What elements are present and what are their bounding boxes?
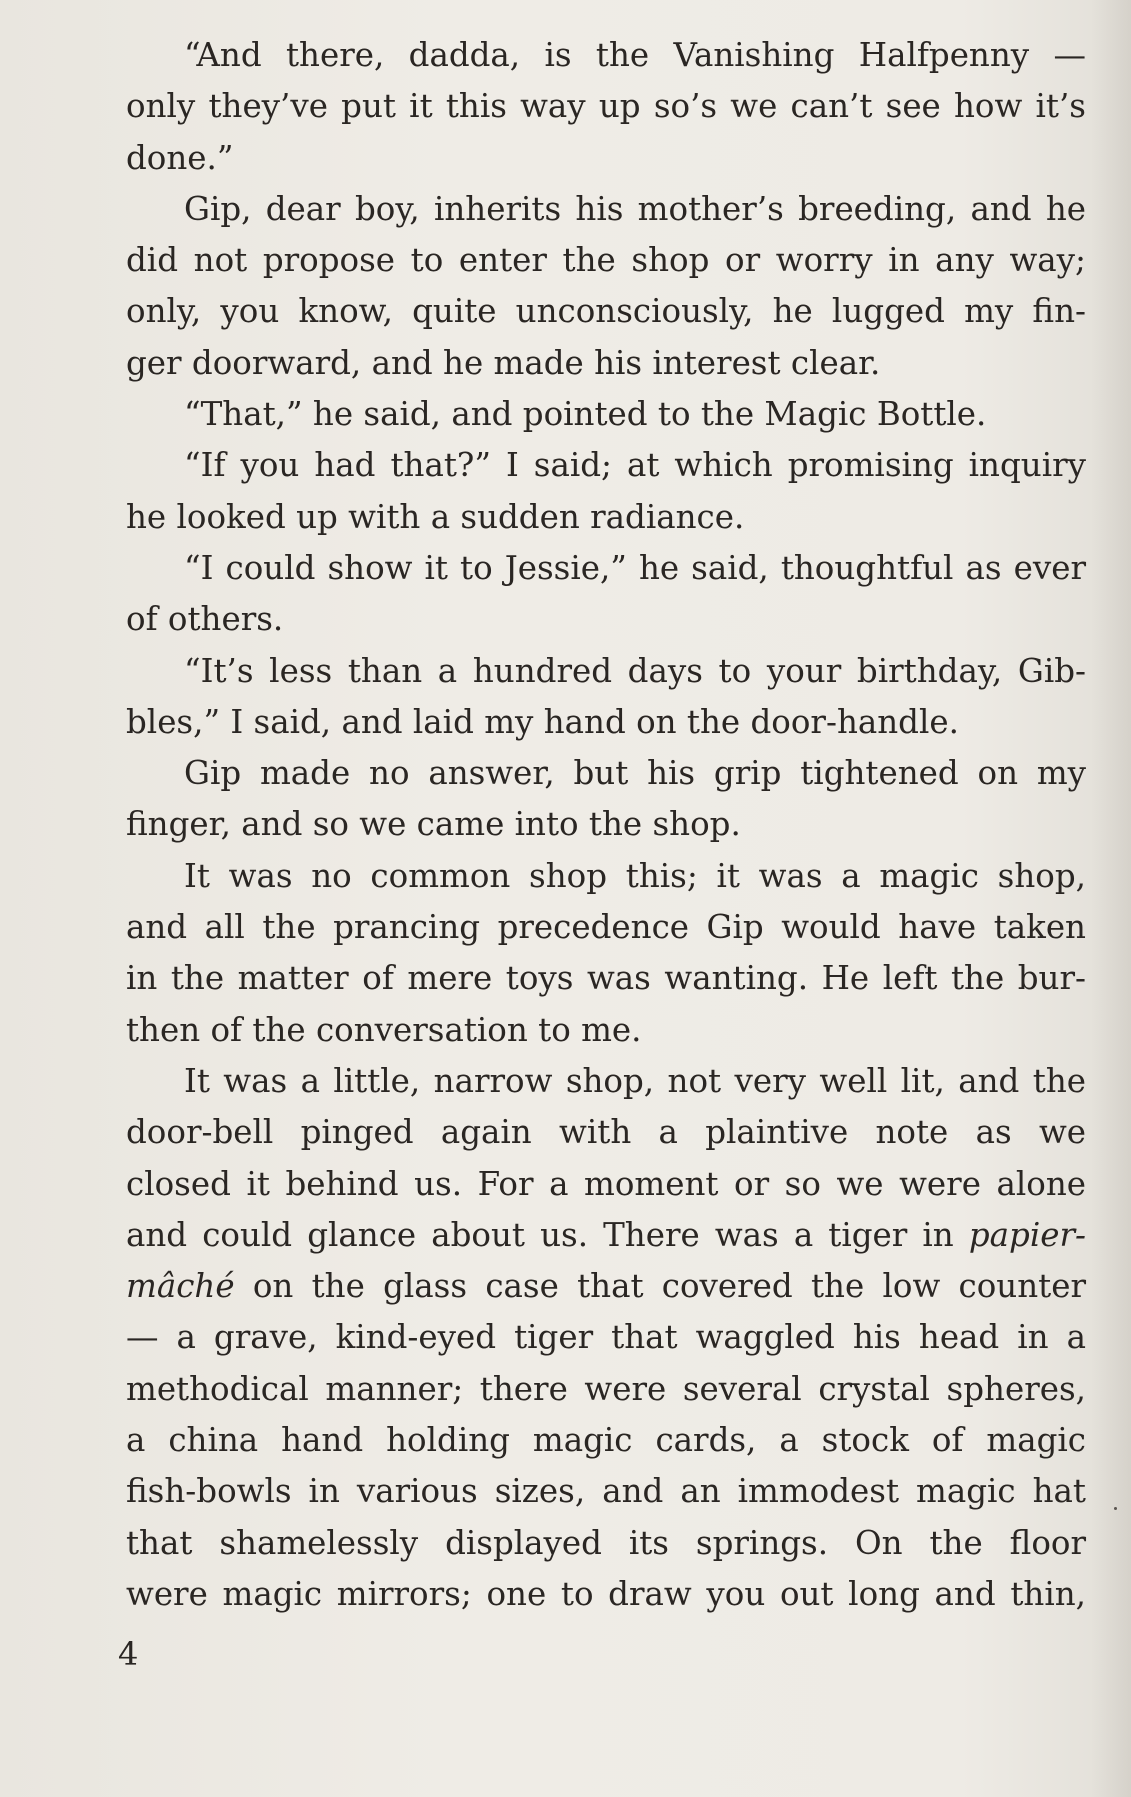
text-line: — a grave, kind-eyed tiger that waggled his head in a [126, 1318, 1086, 1357]
text-line: Gip made no answer, but his grip tightened on my [184, 754, 1086, 793]
text-line: done.” [126, 138, 234, 177]
page-edge-shadow [1091, 0, 1131, 1797]
page-number: 4 [118, 1635, 139, 1673]
text-line-with-italic [126, 1210, 1086, 1261]
text-line: “It’s less than a hundred days to your birthday, Gib- [184, 651, 1086, 690]
text-line: did not propose to enter the shop or worry in any way; [126, 241, 1086, 280]
text-line: “I could show it to Jessie,” he said, thoughtful as ever [184, 548, 1086, 587]
text-line: It was a little, narrow shop, not very well lit, and the [184, 1061, 1086, 1100]
text-segment: on the glass case that covered the low counter [252, 1267, 1086, 1306]
text-line: only they’ve put it this way up so’s we can’t see how it’s [126, 87, 1086, 126]
text-line: that shamelessly displayed its springs. On the floor [126, 1523, 1086, 1562]
text-line: fish-bowls in various sizes, and an immodest magic hat [126, 1472, 1086, 1511]
text-line: closed it behind us. For a moment or so we were alone [126, 1164, 1086, 1203]
text-line: he looked up with a sudden radiance. [126, 497, 745, 536]
text-line: of others. [126, 600, 284, 639]
text-line: Gip, dear boy, inherits his mother’s breeding, and he [184, 189, 1086, 228]
text-line: door-bell pinged again with a plaintive note as we [126, 1113, 1086, 1152]
text-line: a china hand holding magic cards, a stock of magic [126, 1421, 1086, 1460]
text-line-with-italic [126, 1261, 1086, 1312]
text-line: in the matter of mere toys was wanting. He left the bur- [126, 959, 1086, 998]
text-line: only, you know, quite unconsciously, he lugged my fin- [126, 292, 1086, 331]
text-line: “And there, dadda, is the Vanishing Halfpenny — [184, 36, 1086, 74]
text-line: It was no common shop this; it was a magic shop, [184, 856, 1086, 895]
text-line: “If you had that?” I said; at which promising inquiry [184, 446, 1086, 485]
text-line: “That,” he said, and pointed to the Magic Bottle. [184, 395, 987, 434]
italic-term: mâché [126, 1267, 235, 1306]
body-text [126, 30, 1086, 1620]
text-line: and all the prancing precedence Gip would have taken [126, 908, 1086, 947]
text-line: methodical manner; there were several crystal spheres, [126, 1369, 1086, 1408]
text-line: ger doorward, and he made his interest clear. [126, 343, 881, 382]
text-segment: and could glance about us. There was a tiger in [126, 1215, 954, 1254]
italic-term: papier- [968, 1215, 1086, 1254]
text-line: bles,” I said, and laid my hand on the door-handle. [126, 702, 959, 741]
ink-speck [1114, 1507, 1117, 1510]
text-line: then of the conversation to me. [126, 1010, 642, 1049]
text-line: were magic mirrors; one to draw you out long and thin, [126, 1574, 1086, 1613]
text-line: finger, and so we came into the shop. [126, 805, 741, 844]
